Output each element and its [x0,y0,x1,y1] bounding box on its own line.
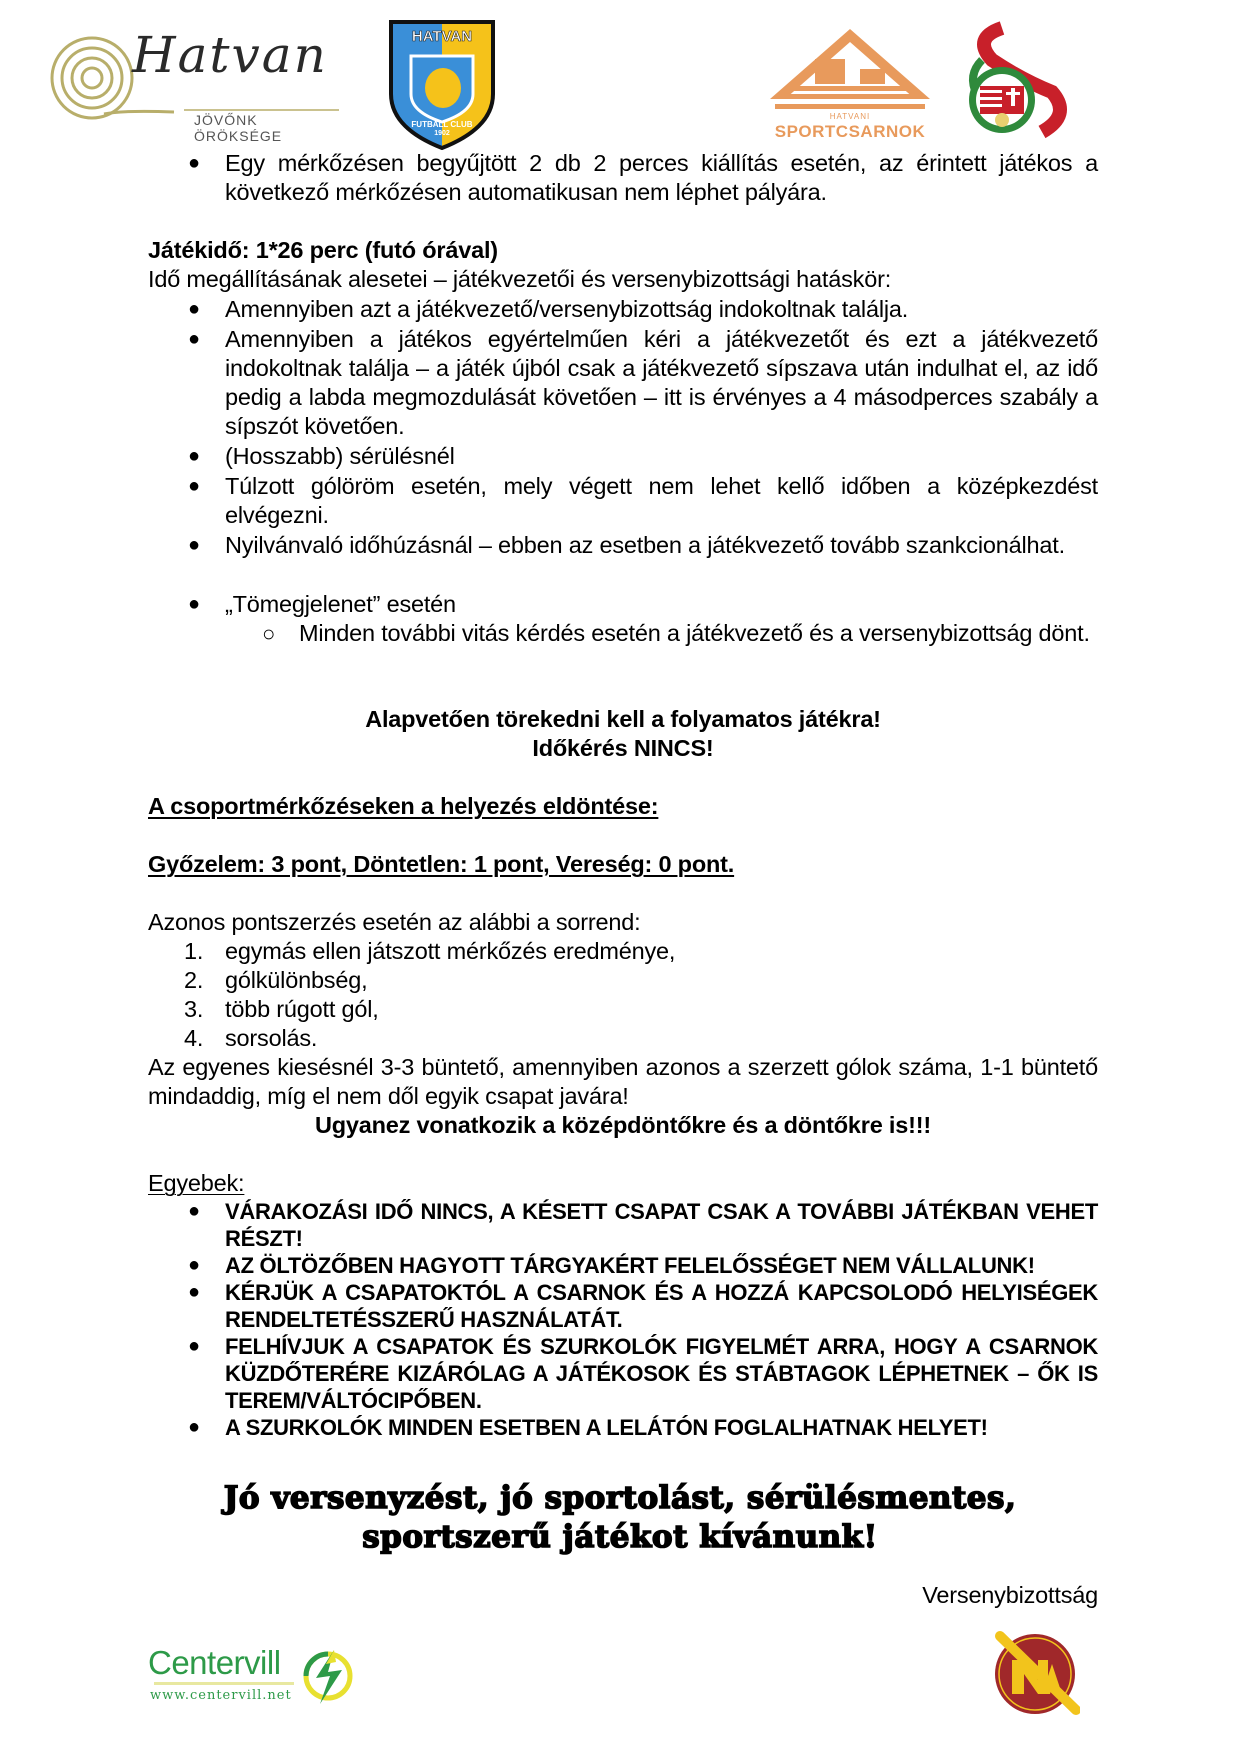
bullet-icon: ● [188,328,200,350]
bullet-icon: ● [188,1200,200,1222]
bullet-icon: ● [188,1281,200,1303]
sportcsarnok-sub: HATVANI [829,112,871,121]
hatvan-fc-crest [383,16,501,150]
bullet-icon: ● [188,152,200,174]
tiebreak-intro: Azonos pontszerzés esetén az alábbi a sorrend: [148,909,641,935]
no-timeout-note: Időkérés NINCS! [532,735,714,761]
centervill-logo [148,1644,358,1714]
points-rule: Győzelem: 3 pont, Döntetlen: 1 pont, Vereség: 0 pont. [148,851,735,877]
slogan-line-1: Jó versenyzést, jó sportolást, sérülésmentes, [223,1480,1017,1516]
bullet-icon: ● [188,475,200,497]
signature: Versenybizottság [922,1582,1098,1608]
circle-bullet-icon: ○ [262,621,276,646]
centervill-url: www.centervill.net [150,1688,292,1703]
crest-title: HATVAN [411,28,473,45]
crest-year: 1902 [434,130,450,137]
knockout-note: Ugyanez vonatkozik a középdöntőkre és a döntőkre is!!! [314,1112,931,1138]
mlsz-logo [962,20,1072,140]
bullet-icon: ● [188,1335,200,1357]
playtime-heading: Játékidő: 1*26 perc (futó órával) [148,237,498,263]
other-heading: Egyebek: [148,1170,245,1196]
hatvan-tagline: JÖVŐNK ÖRÖKSÉGE [194,112,283,144]
playtime-subheading: Idő megállításának alesetei – játékvezetői és versenybizottsági hatáskör: [148,266,892,292]
sportcsarnok-logo [765,24,935,146]
arena-icon [765,24,935,114]
slogan-line-2: sportszerű játékot kívánunk! [362,1519,878,1555]
hatvan-script-title: Hatvan [132,26,328,84]
continuous-play-note: Alapvetően törekedni kell a folyamatos játékra! [365,706,881,732]
bullet-icon: ● [188,298,200,320]
centervill-bar [154,1682,294,1685]
bullet-icon: ● [188,593,200,615]
bullet-icon: ● [188,1254,200,1276]
na-badge [990,1628,1080,1718]
bullet-icon: ● [188,534,200,556]
lightning-bolt-icon [298,1646,354,1706]
centervill-name: Centervill [148,1644,281,1681]
bullet-icon: ● [188,1416,200,1438]
intro-bullet: ● Egy mérkőzésen begyűjtött 2 db 2 perces kiállítás esetén, az érintett játékos a következő mérkőzésen automatikusan nem léphet pályára. [188,150,1098,205]
bullet-icon: ● [188,445,200,467]
knockout-rule: Az egyenes kiesésnél 3-3 büntető, amennyiben azonos a szerzett gólok száma, 1-1 büntető mindaddig, míg el nem dől egyik csapat javára! [148,1054,1098,1109]
sportcsarnok-title: SPORTCSARNOK [774,122,926,141]
crest-subtitle: FUTBALL CLUB [411,120,473,129]
group-stage-heading: A csoportmérkőzéseken a helyezés eldöntése: [148,793,659,819]
hatvan-city-logo [44,26,344,144]
